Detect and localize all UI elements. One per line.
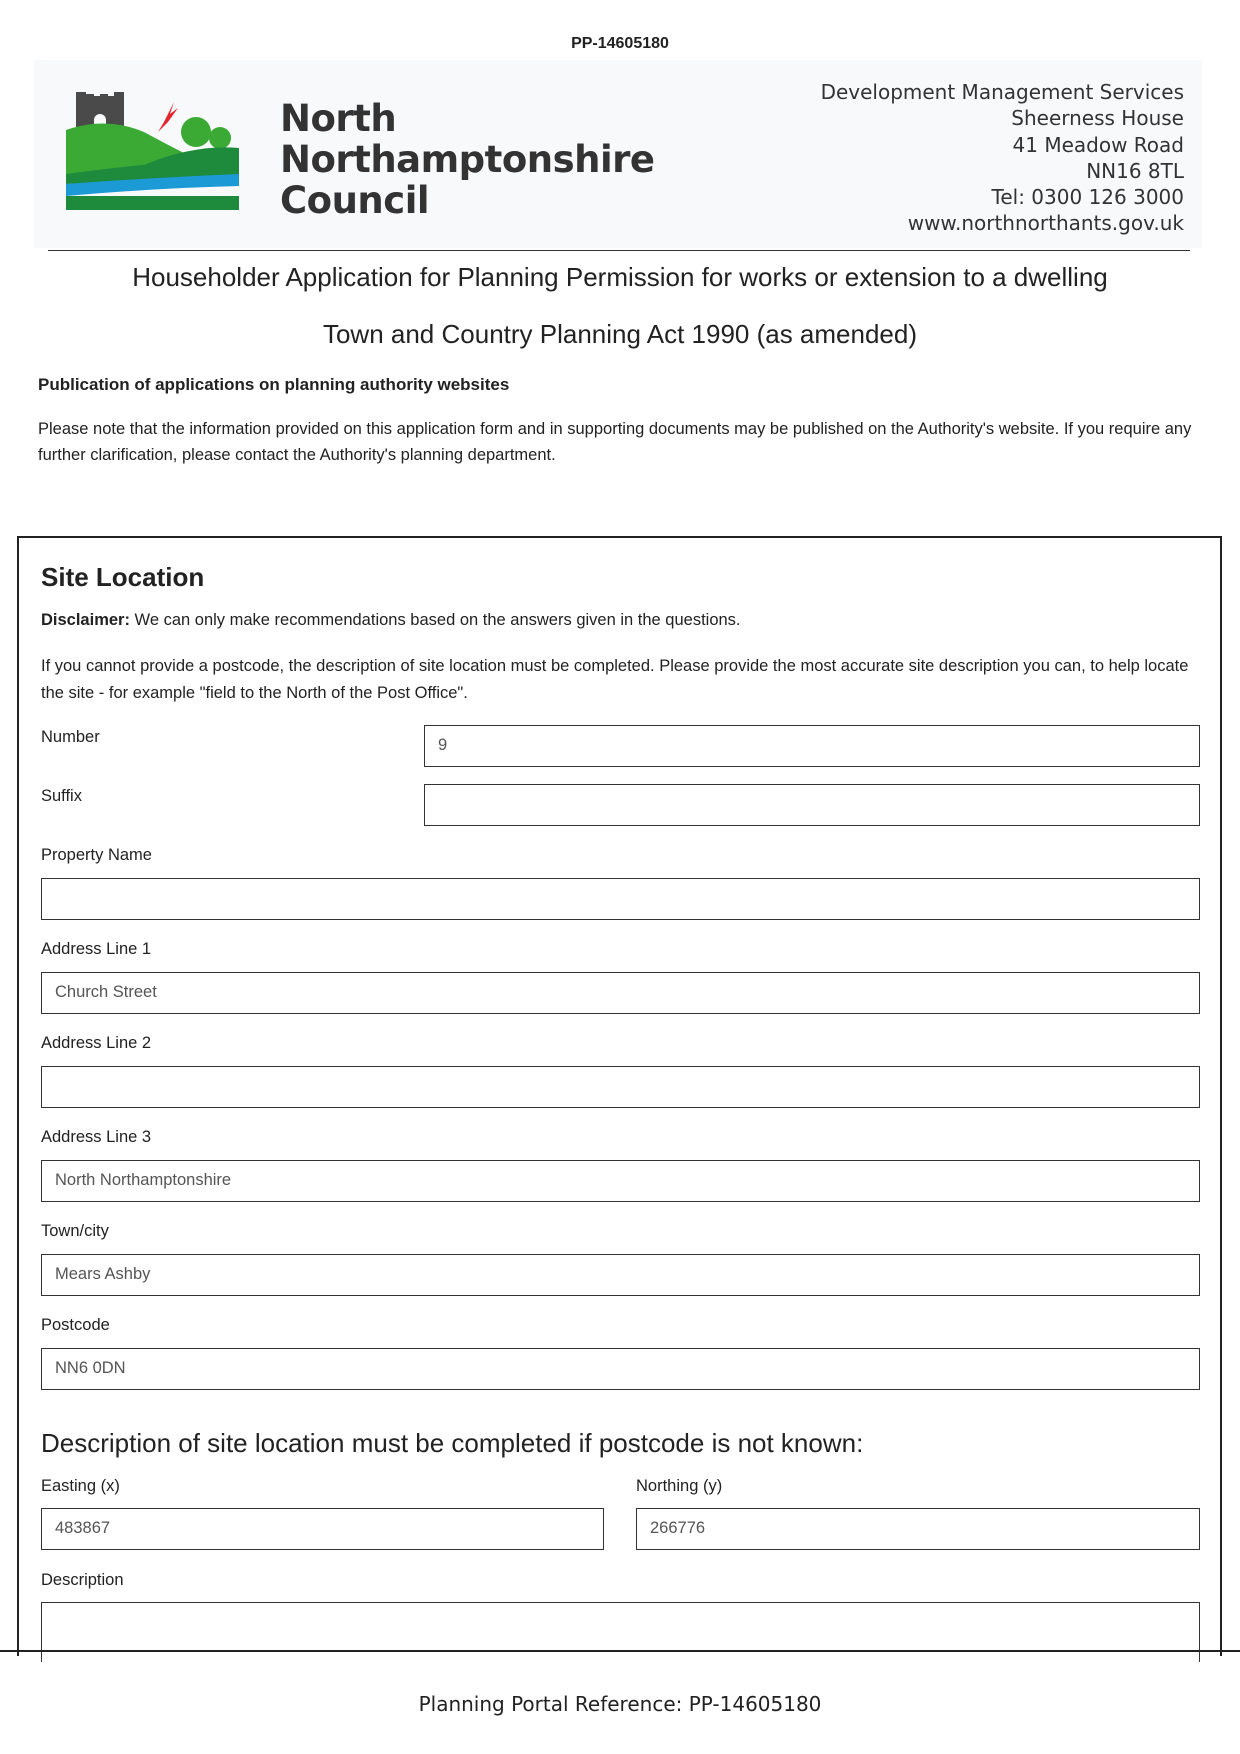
site-location-section [17,536,1222,1656]
footer-divider [0,1650,1240,1652]
publication-heading: Publication of applications on planning authority websites [38,375,510,394]
publication-text: Please note that the information provided on this application form and in supporting documents may be published on the Authority's website. If you require any further clarification, please contact the Authority's planning department. [38,420,1192,464]
property-name-field[interactable] [41,878,1200,920]
address-line-3-label: Address Line 3 [41,1128,152,1146]
number-label: Number [41,728,100,746]
description-field[interactable] [41,1602,1200,1662]
easting-field[interactable]: 483867 [41,1508,604,1550]
town-city-label: Town/city [41,1222,109,1240]
disclaimer [41,611,741,630]
address-line-2-label: Address Line 2 [41,1034,152,1052]
contact-line: NN16 8TL [1086,158,1184,183]
number-field[interactable]: 9 [424,725,1200,767]
easting-label: Easting (x) [41,1477,120,1495]
suffix-label: Suffix [41,787,82,805]
disclaimer-text: We can only make recommendations based on the answers given in the questions. [129,611,741,629]
contact-line: 41 Meadow Road [1012,132,1184,157]
description-heading: Description of site location must be completed if postcode is not known: [41,1428,864,1458]
header-banner [34,60,1202,248]
suffix-field[interactable] [424,784,1200,826]
town-city-field[interactable]: Mears Ashby [41,1254,1200,1296]
contact-details [821,79,1184,237]
contact-line: Tel: 0300 126 3000 [991,185,1184,210]
page-reference: PP-14605180 [571,35,669,52]
disclaimer-label: Disclaimer: [41,611,130,629]
council-name [280,98,655,221]
description-label: Description [41,1571,124,1589]
council-logo-icon [66,92,266,220]
section-title: Site Location [41,562,205,592]
header-divider [48,250,1190,251]
address-line-1-label: Address Line 1 [41,940,152,958]
address-line-3-field[interactable]: North Northamptonshire [41,1160,1200,1202]
council-name-line: North [280,97,397,140]
footer-reference: Planning Portal Reference: PP-14605180 [418,1692,822,1716]
postcode-field[interactable]: NN6 0DN [41,1348,1200,1390]
contact-website[interactable]: www.northnorthants.gov.uk [907,211,1184,236]
property-name-label: Property Name [41,846,152,864]
council-name-line: Northamptonshire [280,138,655,181]
contact-line: Sheerness House [1011,106,1184,131]
address-line-1-field[interactable]: Church Street [41,972,1200,1014]
help-text: If you cannot provide a postcode, the description of site location must be completed. Please provide the most accurate site description you can, to help locate the site - for example "field to the North of the Post Office". [41,657,1189,702]
council-name-line: Council [280,179,430,222]
northing-label: Northing (y) [636,1477,723,1495]
form-title: Householder Application for Planning Permission for works or extension to a dwelling [132,262,1108,292]
northing-field[interactable]: 266776 [636,1508,1200,1550]
contact-line: Development Management Services [820,80,1184,104]
postcode-label: Postcode [41,1316,110,1334]
form-subtitle: Town and Country Planning Act 1990 (as amended) [322,319,918,349]
address-line-2-field[interactable] [41,1066,1200,1108]
